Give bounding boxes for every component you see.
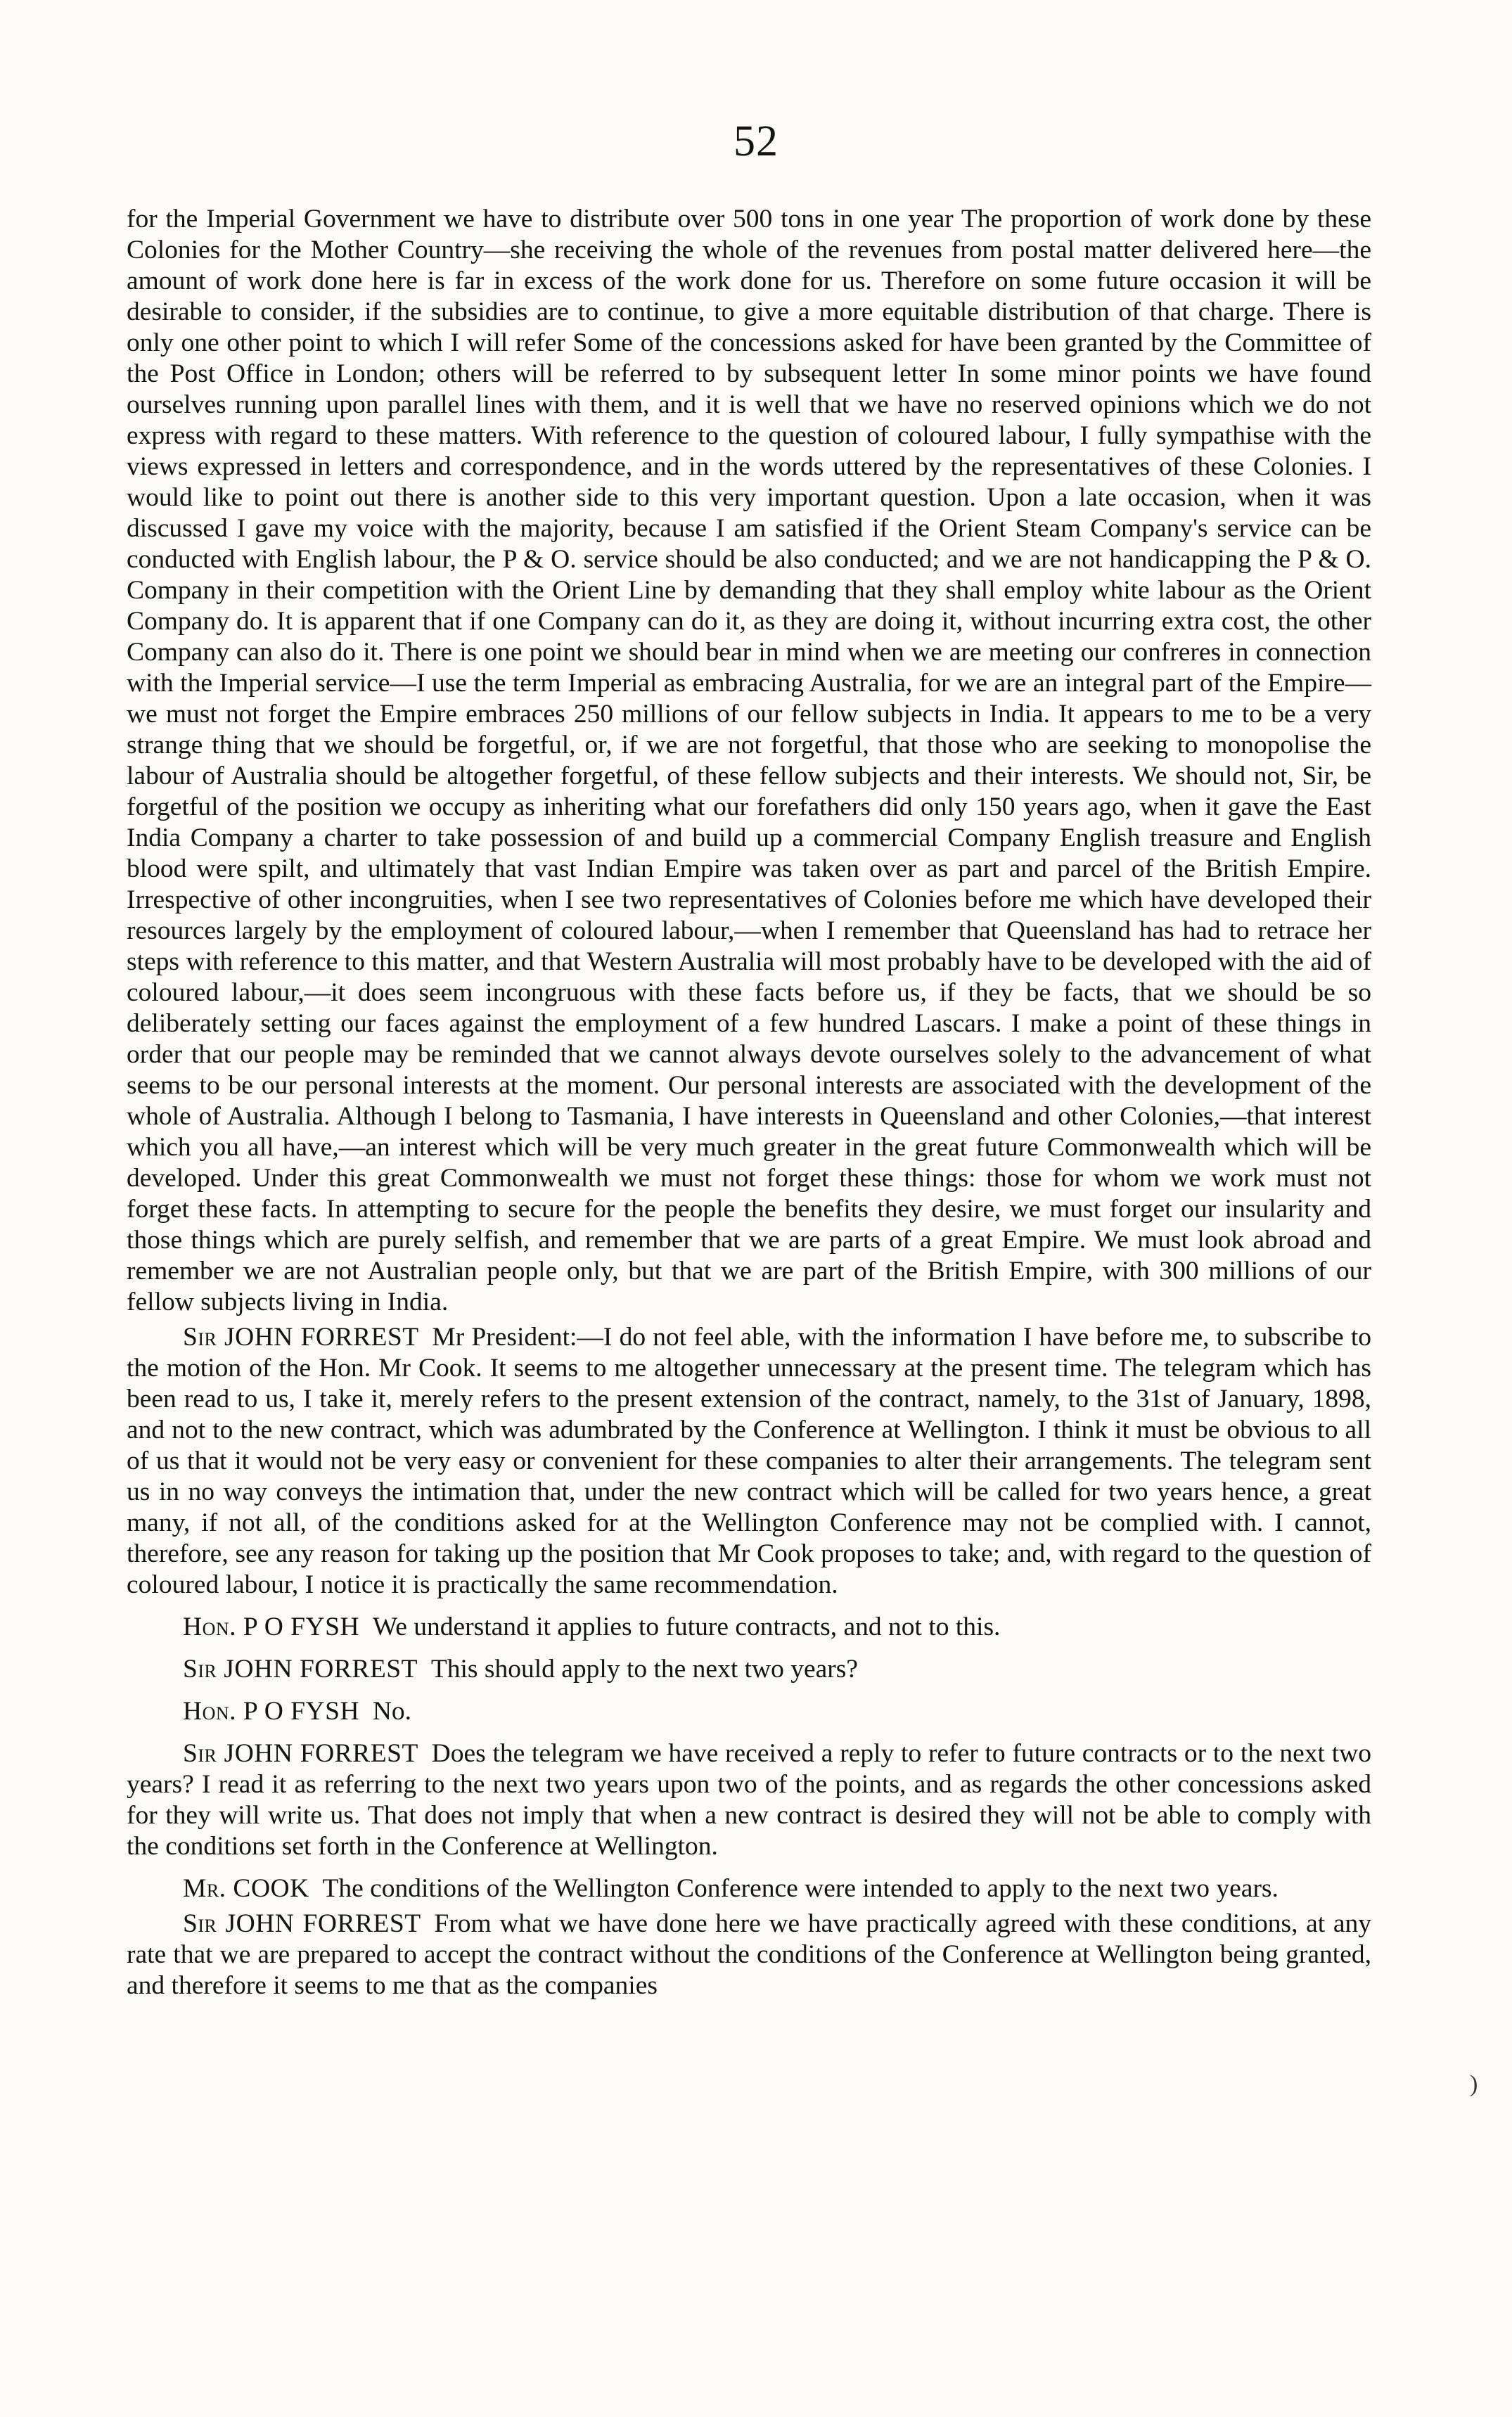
page-number: 52 bbox=[733, 117, 779, 165]
speech-forrest-3 bbox=[127, 1738, 1371, 1862]
speech-text: From what we have done here we have practically agreed with these conditions, at any rate that we are prepared to accept the contract without the conditions of the Conference at Wellington being granted, and therefore it seems to me that as the companies bbox=[127, 1909, 1372, 2000]
speech-text: We understand it applies to future contracts, and not to this. bbox=[372, 1613, 1001, 1641]
speech-text: Mr President:—I do not feel able, with the information I have before me, to subscribe to the motion of the Hon. Mr Cook. It seems to me altogether unnecessary at the present time. The telegram which has been read to us, I take it, merely refers to the present extension of the contract, namely, to the 31st of January, 1898, and not to the new contract, which was adumbrated by the Conference at Wellington. I think it must be obvious to all of us that it would not be very easy or convenient for these companies to alter their arrangements. The telegram sent us in no way conveys the intimation that, under the new contract which will be called for two years hence, a great many, if not all, of the conditions asked for at the Wellington Conference may not be complied with. I cannot, therefore, see any reason for taking up the position that Mr Cook proposes to take; and, with regard to the question of coloured labour, I notice it is practically the same recommendation. bbox=[127, 1323, 1371, 1599]
speaker-name: Sir JOHN FORREST bbox=[183, 1323, 419, 1352]
speech-text: This should apply to the next two years? bbox=[430, 1655, 859, 1684]
speaker-name: Sir JOHN FORREST bbox=[183, 1655, 418, 1684]
body-text bbox=[127, 204, 1371, 2001]
paragraph-continued: for the Imperial Government we have to distribute over 500 tons in one year The proportion of work done by these Colonies for the Mother Country—she receiving the whole of the revenues from postal matter delivered here—the amount of work done here is far in excess of the work done for us. Therefore on some future occasion it will be desirable to consider, if the subsidies are to continue, to give a more equitable distribution of that charge. There is only one other point to which I will refer Some of the concessions asked for have been granted by the Committee of the Post Office in London; others will be referred to by subsequent letter In some minor points we have found ourselves running upon parallel lines with them, and it is well that we have no reserved opinions which we do not express with regard to these matters. With reference to the question of coloured labour, I fully sympathise with the views expressed in letters and correspondence, and in the words uttered by the representatives of these Colonies. I would like to point out there is another side to this very important question. Upon a late occasion, when it was discussed I gave my voice with the majority, because I am satisfied if the Orient Steam Company's service can be conducted with English labour, the P & O. service should be also conducted; and we are not handicapping the P & O. Company in their competition with the Orient Line by demanding that they shall employ white labour as the Orient Company do. It is apparent that if one Company can do it, as they are doing it, without incurring extra cost, the other Company can also do it. There is one point we should bear in mind when we are meeting our confreres in connection with the Imperial service—I use the term Imperial as embracing Australia, for we are an integral part of the Empire—we must not forget the Empire embraces 250 millions of our fellow subjects in India. It appears to me to be a very strange thing that we should be forgetful, or, if we are not forgetful, that those who are seeking to monopolise the labour of Australia should be altogether forgetful, of these fellow subjects and their interests. We should not, Sir, be forgetful of the position we occupy as inheriting what our forefathers did only 150 years ago, when it gave the East India Company a charter to take possession of and build up a commercial Company English treasure and English blood were spilt, and ultimately that vast Indian Empire was taken over as part and parcel of the British Empire. Irrespective of other incongruities, when I see two representatives of Colonies before me which have developed their resources largely by the employment of coloured labour,—when I remember that Queensland has had to retrace her steps with reference to this matter, and that Western Australia will most probably have to be developed with the aid of coloured labour,—it does seem incongruous with these facts before us, if they be facts, that we should be so deliberately setting our faces against the employment of a few hundred Lascars. I make a point of these things in order that our people may be reminded that we cannot always devote ourselves solely to the advancement of what seems to be our personal interests at the moment. Our personal interests are associated with the development of the whole of Australia. Although I belong to Tasmania, I have interests in Queensland and other Colonies,—that interest which you all have,—an interest which will be very much greater in the great future Commonwealth which will be developed. Under this great Commonwealth we must not forget these things: those for whom we work must not forget these facts. In attempting to secure for the people the benefits they desire, we must forget our insularity and those things which are purely selfish, and remember that we are parts of a great Empire. We must look abroad and remember we are not Australian people only, but that we are part of the British Empire, with 300 millions of our fellow subjects living in India. bbox=[127, 205, 1371, 1316]
speech-cook bbox=[127, 1873, 1371, 1904]
speech-fysh-1 bbox=[127, 1612, 1371, 1643]
speech-text: Does the telegram we have received a reply to refer to future contracts or to the next two years? I read it as referring to the next two years upon two of the points, and as regards the other concessions asked for they will write us. That does not imply that when a new contract is desired they will not be able to comply with the conditions set forth in the Conference at Wellington. bbox=[127, 1739, 1372, 1861]
margin-mark: ) bbox=[1470, 2071, 1478, 2097]
speech-text: The conditions of the Wellington Conference were intended to apply to the next two years. bbox=[322, 1874, 1279, 1903]
speaker-name: Mr. COOK bbox=[183, 1874, 309, 1903]
speaker-name: Sir JOHN FORREST bbox=[183, 1739, 418, 1768]
speech-fysh-2 bbox=[127, 1696, 1371, 1727]
speech-text: No. bbox=[372, 1697, 412, 1726]
speech-forrest-2 bbox=[127, 1654, 1371, 1685]
speaker-name: Hon. P O FYSH bbox=[183, 1613, 360, 1641]
speaker-name: Sir JOHN FORREST bbox=[183, 1909, 421, 1938]
speaker-name: Hon. P O FYSH bbox=[183, 1697, 360, 1726]
speech-forrest-4 bbox=[127, 1909, 1371, 2001]
speech-forrest-1 bbox=[127, 1322, 1371, 1601]
